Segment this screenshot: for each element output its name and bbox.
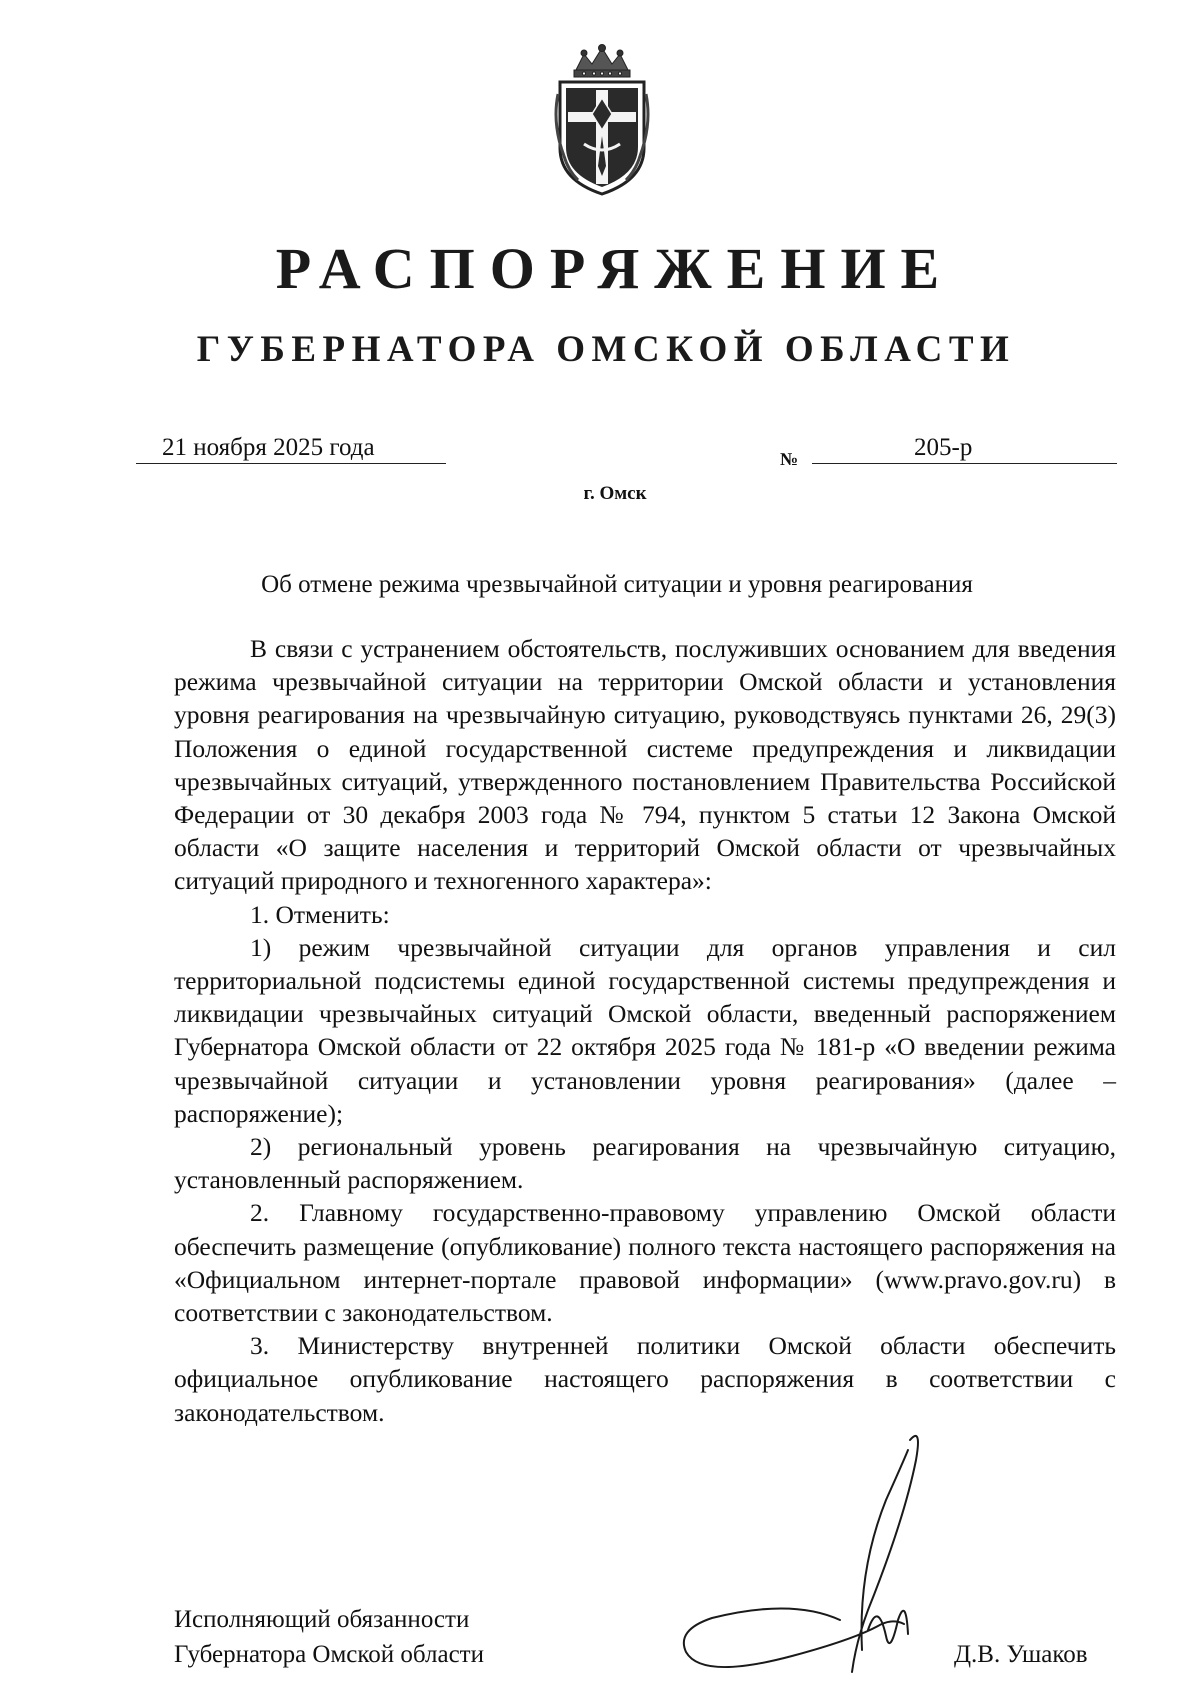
document-body <box>174 632 1116 1429</box>
coat-of-arms-icon <box>554 44 650 196</box>
preamble-paragraph: В связи с устранением обстоятельств, послуживших основанием для введения режима чрезвычайной ситуации на территории Омской области и установления уровня реагирования на чрезвычайную ситуацию, руководствуясь пунктами 26, 29(3) Положения о единой государственной системе предупреждения и ликвидации чрезвычайных ситуаций, утвержденного постановлением Правительства Российской Федерации от 30 декабря 2003 года № 794, пунктом 5 статьи 12 Закона Омской области «О защите населения и территорий Омской области от чрезвычайных ситуаций природного и техногенного характера»: <box>174 634 1116 896</box>
issuer-title: ГУБЕРНАТОРА ОМСКОЙ ОБЛАСТИ <box>196 329 1016 370</box>
document-city: г. Омск <box>583 483 647 504</box>
item-2-paragraph: 2. Главному государственно-правовому управлению Омской области обеспечить размещение (опубликование) полного текста настоящего распоряжения на «Официальном интернет-портале правовой информации» (www.pravo.gov.ru) в соответствии с законодательством. <box>174 1198 1116 1328</box>
item-3-paragraph: 3. Министерству внутренней политики Омской области обеспечить официальное опубликование настоящего распоряжения в соответствии с законодательством. <box>174 1331 1116 1427</box>
document-date: 21 ноября 2025 года <box>136 433 446 464</box>
document-type-title: РАСПОРЯЖЕНИЕ <box>275 236 955 301</box>
item-1-subitem-1: 1) режим чрезвычайной ситуации для органов управления и сил территориальной подсистемы единой государственной системы предупреждения и ликвидации чрезвычайных ситуаций Омской области, введенный распоряжением Губернатора Омской области от 22 октября 2025 года № 181-р «О введении режима чрезвычайной ситуации и установлении уровня реагирования» (далее – распоряжение); <box>174 932 1116 1128</box>
signatory-name: Д.В. Ушаков <box>954 1641 1088 1668</box>
document-subject: Об отмене режима чрезвычайной ситуации и уровня реагирования <box>261 571 973 598</box>
signatory-position <box>174 1602 484 1672</box>
number-label: № <box>780 449 799 469</box>
item-1-subitem-2: 2) региональный уровень реагирования на чрезвычайную ситуацию, установленный распоряжением. <box>174 1132 1116 1195</box>
handwritten-signature-icon <box>672 1420 972 1685</box>
document-number: 205-р <box>812 433 1117 464</box>
signatory-position-line-1: Исполняющий обязанности <box>174 1606 470 1633</box>
item-1-heading: 1. Отменить: <box>250 899 390 929</box>
signatory-position-line-2: Губернатора Омской области <box>174 1641 484 1668</box>
